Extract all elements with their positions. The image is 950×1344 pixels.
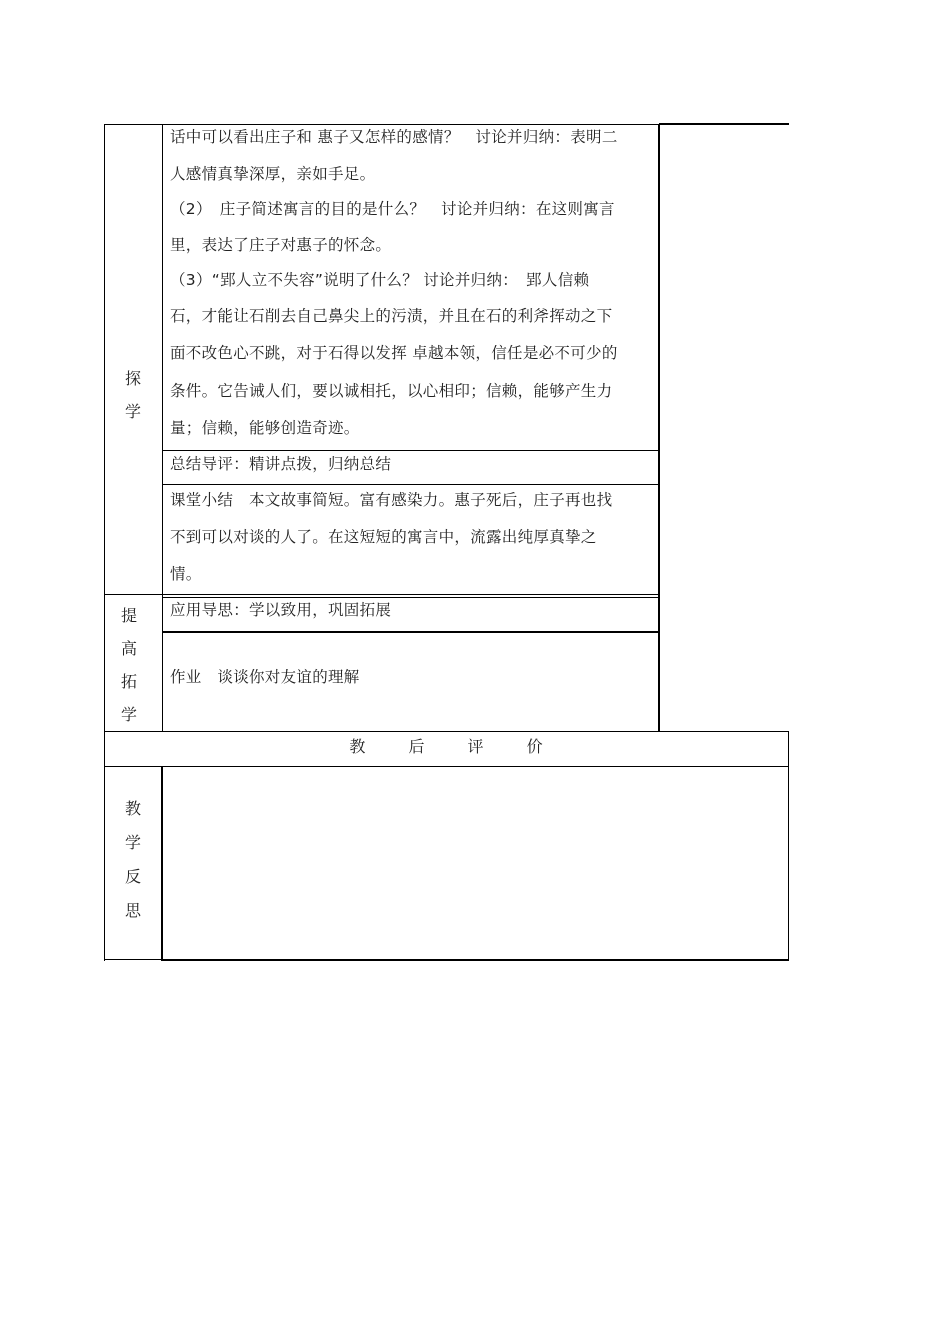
class-summary-line: 课堂小结 本文故事简短。富有感染力。惠子死后，庄子再也找: [170, 491, 613, 509]
body-line: （2） 庄子简述寓言的目的是什么？ 讨论并归纳：在这则寓言: [170, 200, 615, 218]
side-char: 学: [120, 705, 137, 724]
side-char: 探: [124, 369, 141, 388]
table-top-right-border: [659, 123, 789, 125]
eval-char: 价: [526, 737, 543, 756]
side-column-divider: [162, 124, 163, 731]
side-char: 学: [124, 402, 141, 421]
extend-side-label: [100, 599, 158, 731]
evaluation-header: [104, 734, 788, 757]
explore-side-label: [104, 362, 162, 428]
table-bottom-left: [104, 959, 162, 960]
class-summary-line: 不到可以对谈的人了。在这短短的寓言中，流露出纯厚真挚之: [170, 528, 597, 546]
body-line: 条件。它告诫人们，要以诚相托，以心相印；信赖，能够产生力: [170, 382, 613, 400]
table-bottom-border: [162, 959, 789, 961]
class-summary-line: 情。: [170, 565, 202, 583]
homework-line: 作业 谈谈你对友谊的理解: [170, 668, 360, 686]
side-char: 高: [120, 639, 137, 658]
reflection-side-label: [104, 792, 162, 928]
eval-char: 后: [408, 737, 425, 756]
side-char: 拓: [120, 672, 137, 691]
side-char: 提: [120, 606, 137, 625]
summary-guide: 总结导评：精讲点拨，归纳总结: [170, 455, 392, 473]
body-line: 石，才能让石削去自己鼻尖上的污渍，并且在石的利斧挥动之下: [170, 307, 613, 325]
eval-right-border: [788, 731, 789, 961]
body-line: 量；信赖，能够创造奇迹。: [170, 419, 360, 437]
side-char: 教: [124, 799, 141, 818]
eval-char: 教: [349, 737, 366, 756]
body-line: 话中可以看出庄子和 惠子又怎样的感情？ 讨论并归纳：表明二: [170, 128, 618, 146]
body-line: 人感情真挚深厚，亲如手足。: [170, 165, 376, 183]
body-line: 面不改色心不跳，对于石得以发挥 卓越本领，信任是必不可少的: [170, 344, 618, 362]
reflection-content-area[interactable]: [166, 770, 784, 955]
body-line: 里，表达了庄子对惠子的怀念。: [170, 236, 392, 254]
application-box-bottom: [162, 631, 659, 633]
eval-row-top: [104, 731, 789, 732]
body-line: （3）“郢人立不失容”说明了什么？ 讨论并归纳： 郢人信赖: [170, 271, 590, 289]
eval-row-bottom: [104, 766, 789, 767]
side-char: 学: [124, 833, 141, 852]
application-guide: 应用导思：学以致用，巩固拓展: [170, 601, 392, 619]
eval-char: 评: [467, 737, 484, 756]
side-char: 思: [124, 901, 141, 920]
side-char: 反: [124, 867, 141, 886]
content-right-border: [658, 124, 660, 731]
